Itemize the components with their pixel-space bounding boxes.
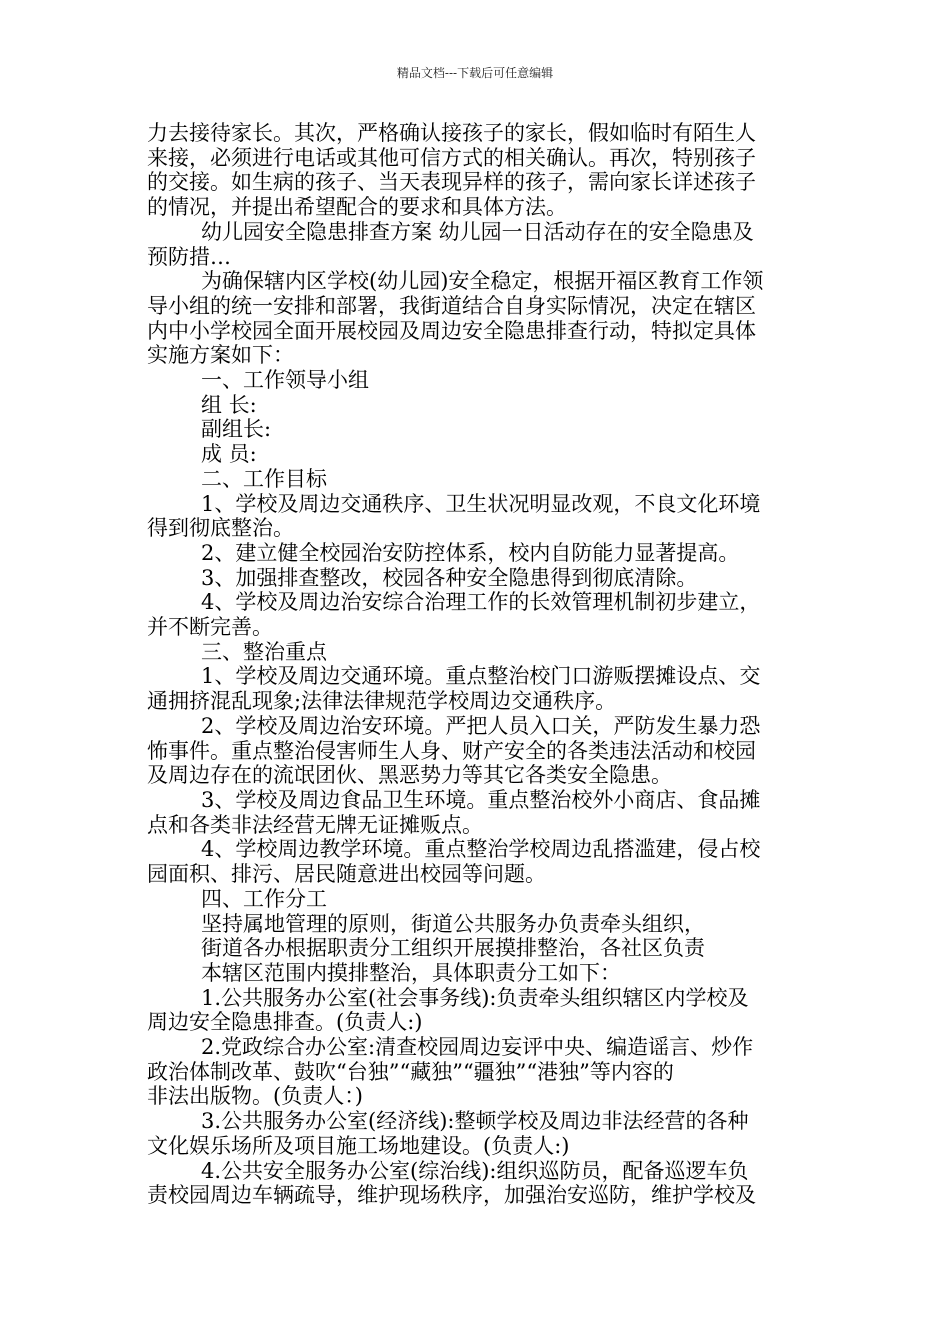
text-line: 预防措… — [147, 244, 231, 269]
text-line: 园面积、排污、居民随意进出校园等问题。 — [147, 862, 546, 887]
document-body — [147, 121, 813, 1208]
text-line: 政治体制改革、鼓吹“台独”“藏独”“疆独”“港独”等内容的 — [147, 1059, 674, 1084]
text-line: 一、工作领导小组 — [201, 368, 369, 393]
text-line: 三、整治重点 — [201, 639, 327, 664]
text-line: 怖事件。重点整治侵害师生人身、财产安全的各类违法活动和校园 — [147, 738, 756, 763]
text-line: 及周边存在的流氓团伙、黑恶势力等其它各类安全隐患。 — [147, 763, 672, 788]
text-line: 1.公共服务办公室(社会事务线):负责牵头组织辖区内学校及 — [201, 985, 749, 1010]
text-line: 3、学校及周边食品卫生环境。重点整治校外小商店、食品摊 — [201, 787, 761, 812]
text-line: 为确保辖内区学校(幼儿园)安全稳定，根据开福区教育工作领 — [201, 269, 764, 294]
text-line: 来接，必须进行电话或其他可信方式的相关确认。再次，特别孩子 — [147, 145, 756, 170]
text-line: 3.公共服务办公室(经济线):整顿学校及周边非法经营的各种 — [201, 1109, 749, 1134]
text-line: 4.公共安全服务办公室(综治线):组织巡防员，配备巡逻车负 — [201, 1158, 749, 1183]
text-line: 内中小学校园全面开展校园及周边安全隐患排查行动，特拟定具体 — [147, 318, 756, 343]
text-line: 二、工作目标 — [201, 466, 327, 491]
text-line: 1、学校及周边交通环境。重点整治校门口游贩摆摊设点、交 — [201, 664, 761, 689]
text-line: 2.党政综合办公室:清查校园周边妄评中央、编造谣言、炒作 — [201, 1035, 754, 1060]
text-line: 四、工作分工 — [201, 886, 327, 911]
text-line: 得到彻底整治。 — [147, 516, 294, 541]
text-line: 责校园周边车辆疏导，维护现场秩序，加强治安巡防，维护学校及 — [147, 1183, 756, 1208]
text-line: 1、学校及周边交通秩序、卫生状况明显改观，不良文化环境 — [201, 491, 761, 516]
text-line: 3、加强排查整改，校园各种安全隐患得到彻底清除。 — [201, 565, 698, 590]
text-line: 副组长: — [201, 417, 272, 442]
text-line: 导小组的统一安排和部署，我街道结合自身实际情况，决定在辖区 — [147, 293, 756, 318]
text-line: 的情况，并提出希望配合的要求和具体方法。 — [147, 195, 567, 220]
text-line: 的交接。如生病的孩子、当天表现异样的孩子，需向家长详述孩子 — [147, 170, 756, 195]
text-line: 文化娱乐场所及项目施工场地建设。(负责人:) — [147, 1133, 570, 1158]
text-line: 组 长: — [201, 392, 257, 417]
text-line: 成 员: — [201, 442, 257, 467]
text-line: 通拥挤混乱现象;法律法律规范学校周边交通秩序。 — [147, 689, 617, 714]
text-line: 2、建立健全校园治安防控体系，校内自防能力显著提高。 — [201, 540, 740, 565]
text-line: 周边安全隐患排查。(负责人:) — [147, 1010, 423, 1035]
text-line: 本辖区范围内摸排整治，具体职责分工如下： — [201, 960, 621, 985]
text-line: 点和各类非法经营无牌无证摊贩点。 — [147, 812, 483, 837]
text-line: 2、学校及周边治安环境。严把人员入口关，严防发生暴力恐 — [201, 713, 761, 738]
text-line: 幼儿园安全隐患排查方案 幼儿园一日活动存在的安全隐患及 — [201, 219, 754, 244]
text-line: 实施方案如下： — [147, 343, 294, 368]
text-line: 4、学校周边教学环境。重点整治学校周边乱搭滥建，侵占校 — [201, 837, 761, 862]
text-line: 非法出版物。(负责人：) — [147, 1084, 363, 1109]
text-line: 街道各办根据职责分工组织开展摸排整治，各社区负责 — [201, 936, 705, 961]
text-line: 并不断完善。 — [147, 615, 273, 640]
text-line: 坚持属地管理的原则，街道公共服务办负责牵头组织， — [201, 911, 705, 936]
page-header: 精品文档---下载后可任意编辑 — [396, 66, 554, 80]
text-line: 4、学校及周边治安综合治理工作的长效管理机制初步建立， — [201, 590, 761, 615]
text-line: 力去接待家长。其次，严格确认接孩子的家长，假如临时有陌生人 — [147, 121, 756, 145]
